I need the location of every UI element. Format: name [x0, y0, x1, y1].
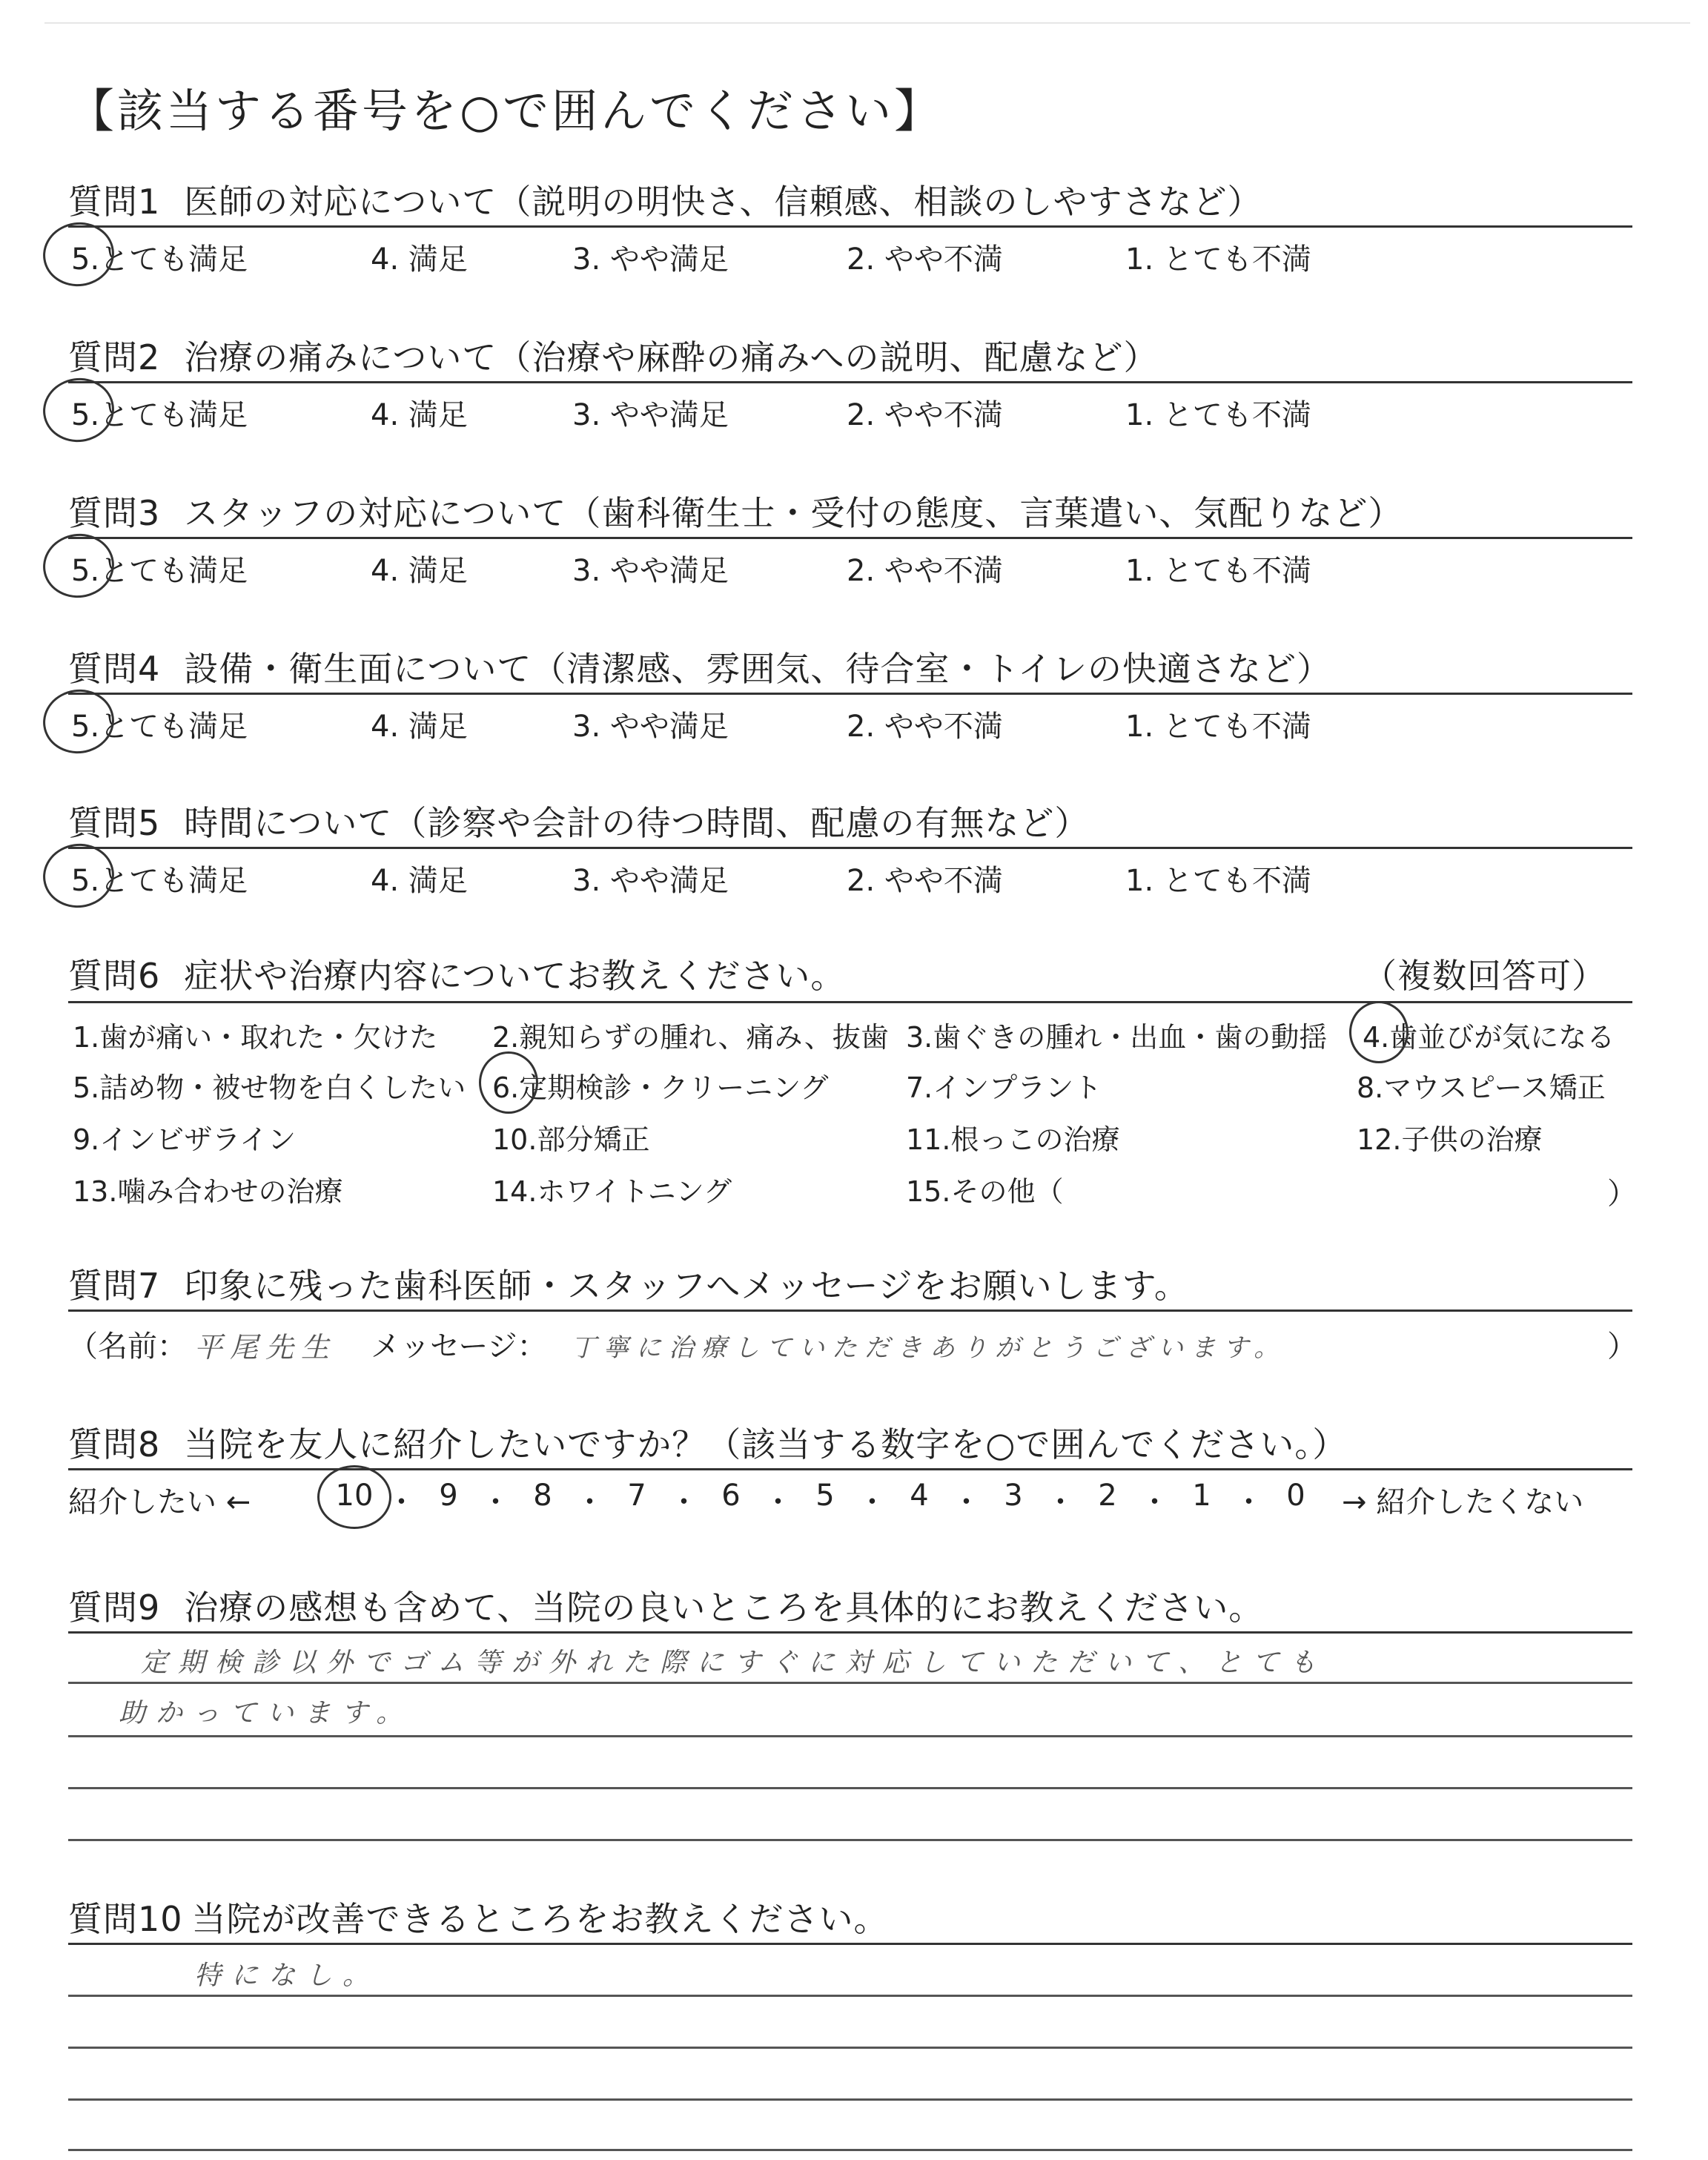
option-label: 子供の治療	[1401, 1123, 1543, 1156]
option-number: 5.	[71, 242, 100, 277]
question-8-rule	[68, 1468, 1632, 1470]
option-label: マウスピース矯正	[1383, 1071, 1606, 1104]
question-1-rule	[68, 225, 1632, 228]
option-number: 14.	[492, 1175, 537, 1208]
option-somewhat-dissatisfied[interactable]: 2. やや不満	[847, 864, 1003, 898]
answer-line	[68, 2098, 1632, 2101]
option-somewhat-dissatisfied[interactable]: 2. やや不満	[847, 710, 1003, 744]
option-number: 1.	[73, 1021, 100, 1054]
option-number: 6.	[492, 1071, 520, 1104]
option-somewhat-dissatisfied[interactable]: 2. やや不満	[847, 398, 1003, 432]
question-text: スタッフの対応について（歯科衛生士・受付の態度、言葉遣い、気配りなど）	[184, 493, 1403, 533]
option-label: 根っこの治療	[950, 1123, 1120, 1156]
option-number: 5.	[71, 710, 100, 744]
question-4-rule	[68, 693, 1632, 695]
symptom-option-8[interactable]	[1357, 1065, 1606, 1106]
option-very-dissatisfied[interactable]: 1. とても不満	[1125, 864, 1311, 898]
option-number: 11.	[906, 1123, 951, 1156]
option-somewhat-satisfied[interactable]: 3. やや満足	[572, 710, 729, 744]
option-number: 4.	[1363, 1021, 1390, 1054]
multiple-answer-note: （複数回答可）	[1363, 956, 1606, 996]
question-2-heading	[68, 331, 1158, 380]
question-7-heading	[68, 1259, 1189, 1308]
option-label: 歯ぐきの腫れ・出血・歯の動揺	[933, 1021, 1328, 1054]
option-label: とても満足	[99, 710, 248, 744]
question-number: 質問6	[68, 956, 161, 996]
option-number: 3.	[906, 1021, 933, 1054]
symptom-option-12[interactable]	[1357, 1117, 1542, 1157]
option-label: とても満足	[99, 242, 248, 277]
question-3-heading	[68, 486, 1403, 535]
option-very-dissatisfied[interactable]: 1. とても不満	[1125, 710, 1311, 744]
option-label: 噛み合わせの治療	[117, 1175, 343, 1208]
selection-circle	[39, 529, 118, 603]
recommend-value-7[interactable]: 7	[627, 1479, 646, 1513]
question-text: 治療の感想も含めて、当院の良いところを具体的にお教えください。	[184, 1588, 1264, 1628]
option-somewhat-dissatisfied[interactable]: 2. やや不満	[847, 242, 1003, 277]
question-text: 治療の痛みについて（治療や麻酔の痛みへの説明、配慮など）	[184, 337, 1159, 377]
question-number: 質問4	[68, 649, 161, 689]
question-number: 質問8	[68, 1424, 161, 1464]
question-10-rule	[68, 1943, 1632, 1945]
good-points-answer-line-2[interactable]: 助かっています。	[119, 1698, 414, 1728]
option-satisfied[interactable]: 4. 満足	[371, 242, 468, 277]
scale-separator: ・	[480, 1485, 511, 1519]
page-title: 【該当する番号を○で囲んでください】	[68, 84, 944, 138]
recommend-value-10[interactable]: 10	[335, 1479, 374, 1513]
option-label: 歯並びが気になる	[1389, 1021, 1615, 1054]
answer-line	[68, 1735, 1632, 1737]
answer-line	[68, 1787, 1632, 1789]
symptom-option-3[interactable]	[906, 1014, 1327, 1055]
option-number: 5.	[73, 1071, 100, 1104]
scale-separator: ・	[575, 1485, 605, 1519]
option-label: ホワイトニング	[537, 1175, 732, 1208]
option-somewhat-satisfied[interactable]: 3. やや満足	[572, 864, 729, 898]
option-very-dissatisfied[interactable]: 1. とても不満	[1125, 554, 1311, 588]
question-text: 設備・衛生面について（清潔感、雰囲気、待合室・トイレの快適さなど）	[184, 649, 1332, 689]
option-label: 歯が痛い・取れた・欠けた	[99, 1021, 438, 1054]
option-label: とても満足	[99, 554, 248, 588]
scale-separator: ・	[857, 1485, 887, 1519]
question-number: 質問9	[68, 1588, 161, 1628]
option-number: 13.	[73, 1175, 118, 1208]
option-label: インビザライン	[99, 1123, 297, 1156]
question-8-heading	[68, 1418, 1347, 1467]
name-label: （名前：	[68, 1330, 187, 1364]
symptom-option-1[interactable]	[73, 1014, 437, 1055]
answer-line	[68, 1839, 1632, 1841]
question-text: 医師の対応について（説明の明快さ、信頼感、相談のしやすさなど）	[184, 182, 1262, 222]
recommend-left-label: 紹介したい ←	[68, 1485, 251, 1519]
improvement-answer-line-1[interactable]: 特になし。	[194, 1961, 380, 1991]
question-4-heading	[68, 642, 1331, 691]
option-label: インプラント	[933, 1071, 1102, 1104]
symptom-option-14[interactable]	[492, 1169, 732, 1209]
recommend-value-6[interactable]: 6	[721, 1479, 741, 1513]
recommend-value-1[interactable]: 1	[1192, 1479, 1211, 1513]
option-number: 12.	[1357, 1123, 1402, 1156]
option-label: 部分矯正	[537, 1123, 650, 1156]
question-number: 質問1	[68, 182, 161, 222]
option-very-dissatisfied[interactable]: 1. とても不満	[1125, 398, 1311, 432]
question-2-rule	[68, 381, 1632, 383]
recommend-value-9[interactable]: 9	[439, 1479, 458, 1513]
option-label: とても満足	[99, 398, 248, 432]
message-value[interactable]: 丁寧に治療していただきありがとうございます。	[571, 1333, 1287, 1363]
recommend-value-3[interactable]: 3	[1004, 1479, 1023, 1513]
option-number: 5.	[71, 554, 100, 588]
recommend-value-2[interactable]: 2	[1098, 1479, 1117, 1513]
scale-separator: ・	[1139, 1485, 1170, 1519]
option-satisfied[interactable]: 4. 満足	[371, 710, 468, 744]
question-number: 質問10	[68, 1899, 183, 1939]
symptom-option-9[interactable]	[73, 1117, 296, 1157]
name-value[interactable]: 平尾先生	[194, 1331, 337, 1364]
recommend-value-4[interactable]: 4	[910, 1479, 929, 1513]
question-text: 症状や治療内容についてお教えください。	[184, 956, 846, 996]
recommend-value-8[interactable]: 8	[533, 1479, 552, 1513]
scale-separator: ・	[1045, 1485, 1076, 1519]
scale-separator: ・	[669, 1485, 699, 1519]
option-somewhat-dissatisfied[interactable]: 2. やや不満	[847, 554, 1003, 588]
question-text: 当院を友人に紹介したいですか？（該当する数字を○で囲んでください。）	[184, 1424, 1348, 1464]
selection-circle	[479, 1051, 538, 1114]
option-somewhat-satisfied[interactable]: 3. やや満足	[572, 554, 729, 588]
option-satisfied[interactable]: 4. 満足	[371, 554, 468, 588]
answer-line	[68, 2047, 1632, 2049]
answer-line	[68, 1682, 1632, 1684]
option-number: 8.	[1357, 1071, 1384, 1104]
question-number: 質問7	[68, 1266, 161, 1306]
symptom-option-2[interactable]	[492, 1014, 889, 1055]
option-number: 9.	[73, 1123, 100, 1156]
option-somewhat-satisfied[interactable]: 3. やや満足	[572, 398, 729, 432]
scale-separator: ・	[763, 1485, 793, 1519]
question-5-rule	[68, 847, 1632, 849]
option-label: とても満足	[99, 864, 248, 898]
question-5-heading	[68, 796, 1089, 845]
question-number: 質問3	[68, 493, 161, 533]
question-6-heading	[68, 949, 845, 998]
selection-circle	[317, 1465, 391, 1529]
option-satisfied[interactable]: 4. 満足	[371, 398, 468, 432]
option-label: 定期検診・クリーニング	[519, 1071, 829, 1104]
message-close-paren: ）	[1607, 1330, 1637, 1364]
selection-circle	[39, 685, 118, 759]
scale-separator: ・	[951, 1485, 982, 1519]
symptom-option-11[interactable]	[906, 1117, 1119, 1157]
option-very-dissatisfied[interactable]: 1. とても不満	[1125, 242, 1311, 277]
question-6-rule	[68, 1001, 1632, 1003]
question-text: 印象に残った歯科医師・スタッフへメッセージをお願いします。	[184, 1266, 1189, 1306]
option-somewhat-satisfied[interactable]: 3. やや満足	[572, 242, 729, 277]
option-label: その他（	[950, 1175, 1064, 1208]
option-number: 10.	[492, 1123, 537, 1156]
question-10-heading	[68, 1892, 889, 1941]
message-label: メッセージ：	[371, 1330, 547, 1364]
symptom-option-13[interactable]	[73, 1169, 342, 1209]
question-1-heading	[68, 175, 1262, 224]
question-3-rule	[68, 537, 1632, 539]
answer-line	[68, 1995, 1632, 1997]
option-number: 5.	[71, 864, 100, 898]
question-text: 時間について（診察や会計の待つ時間、配慮の有無など）	[184, 803, 1090, 843]
question-text: 当院が改善できるところをお教えください。	[191, 1899, 889, 1939]
other-close-paren: ）	[1607, 1177, 1637, 1211]
question-7-rule	[68, 1309, 1632, 1312]
good-points-answer-line-1[interactable]: 定期検診以外でゴム等が外れた際にすぐに対応していただいて、とても	[141, 1648, 1327, 1678]
scale-separator: ・	[1234, 1485, 1264, 1519]
question-number: 質問2	[68, 337, 161, 377]
option-satisfied[interactable]: 4. 満足	[371, 864, 468, 898]
symptom-option-5[interactable]	[73, 1065, 466, 1106]
selection-circle	[39, 839, 118, 913]
selection-circle	[39, 218, 118, 291]
recommend-value-5[interactable]: 5	[815, 1479, 835, 1513]
symptom-option-15[interactable]	[906, 1169, 1063, 1209]
symptom-option-7[interactable]	[906, 1065, 1102, 1106]
symptom-option-10[interactable]	[492, 1117, 649, 1157]
selection-circle	[39, 374, 118, 447]
option-number: 2.	[492, 1021, 520, 1054]
question-number: 質問5	[68, 803, 161, 843]
option-number: 15.	[906, 1175, 951, 1208]
question-9-heading	[68, 1581, 1263, 1630]
scan-edge	[44, 22, 1690, 24]
option-number: 5.	[71, 398, 100, 432]
recommend-value-0[interactable]: 0	[1286, 1479, 1305, 1513]
option-number: 7.	[906, 1071, 933, 1104]
answer-line	[68, 2149, 1632, 2151]
symptom-option-6[interactable]	[492, 1065, 829, 1106]
scale-separator: ・	[386, 1485, 417, 1519]
question-9-rule	[68, 1631, 1632, 1634]
option-label: 詰め物・被せ物を白くしたい	[99, 1071, 466, 1104]
recommend-right-label: → 紹介したくない	[1342, 1485, 1584, 1519]
option-label: 親知らずの腫れ、痛み、抜歯	[519, 1021, 889, 1054]
selection-circle	[1349, 1001, 1409, 1063]
